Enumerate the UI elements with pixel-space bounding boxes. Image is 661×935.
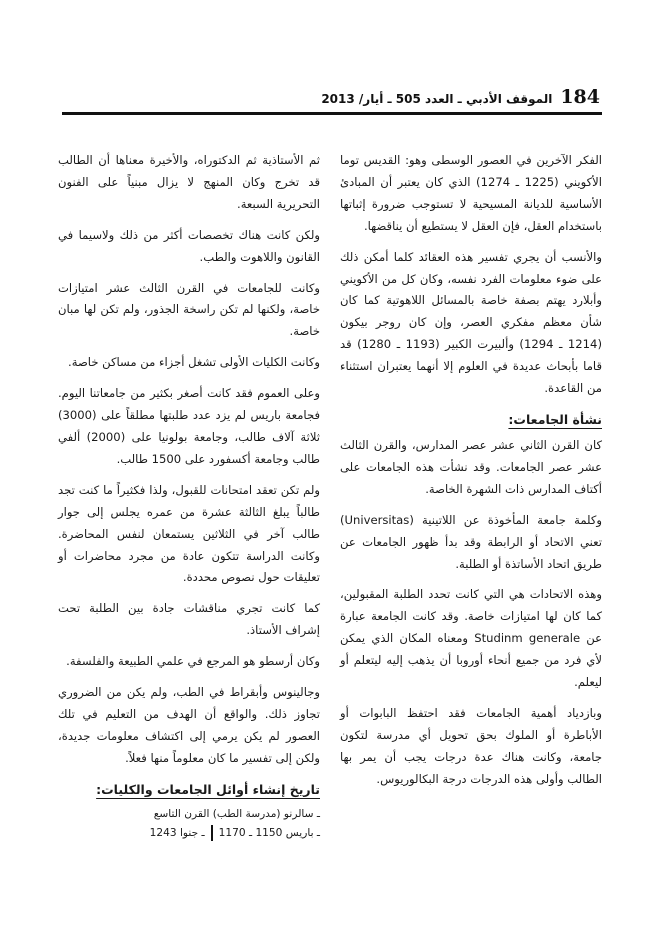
universities-list — [58, 805, 320, 843]
list-item: ـ سالرنو (مدرسة الطب) القرن التاسع — [153, 807, 320, 820]
list-heading: تاريخ إنشاء أوائل الجامعات والكليات: — [96, 781, 320, 797]
paragraph: وهذه الاتحادات هي التي كانت تحدد الطلبة المقبولين، كما كان لها امتيازات خاصة. وقد كانت الجامعة عبارة عن Studinm generale ومعناه المكان الذي يمكن لأي فرد من جميع أنحاء أوروبا أن يذهب إليه ليتعلم أو ليعلم. — [340, 587, 603, 690]
paragraph: وعلى العموم فقد كانت أصغر بكثير من جامعاتنا اليوم. فجامعة باريس لم يزد عدد طلبتها مطلقاً على (3000) ثلاثة آلاف طالب، وجامعة بولونيا على (2000) ألفي طالب وجامعة أكسفورد على 1500 طالب. — [58, 386, 320, 466]
paragraph: الفكر الآخرين في العصور الوسطى وهو: القديس توما الأكويني (1225 ـ 1274) الذي كان يعتبر أن المبادئ الأساسية للديانة المسيحية لا تستوجب ضرورة إثباتها باستخدام العقل، فإن العقل لا يستطيع أن يناقضها. — [340, 153, 602, 233]
paragraph: وجالينوس وأبقراط في الطب، ولم يكن من الضروري تجاوز ذلك. والواقع أن الهدف من التعليم في تلك العصور لم يكن يرمي إلى اكتشاف معلومات جديدة، ولكن إلى تفسير ما كان معلوماً منها فعلاً. — [58, 685, 320, 765]
paragraph: وكانت للجامعات في القرن الثالث عشر امتيازات خاصة، ولكنها لم تكن راسخة الجذور، ولم تكن لها مبان خاصة. — [58, 280, 320, 339]
right-column — [340, 150, 602, 800]
page-number: 184 — [560, 86, 600, 108]
paragraph: كان القرن الثاني عشر عصر المدارس، والقرن الثالث عشر عصر الجامعات. وقد نشأت هذه الجامعات على أكتاف المدارس ذات الشهرة الخاصة. — [340, 437, 602, 496]
paragraph: ولم تكن تعقد امتحانات للقبول، ولذا فكثيراً ما كنت تجد طالباً يبلغ الثالثة عشرة من عمره يجلس إلى جوار طالب آخر في الثلاثين يستمعان لنفس المحاضرة. وكانت الدراسة تتكون عادة من مجرد محاضرات أو تعليقات حول نصوص محددة. — [58, 482, 320, 585]
paragraph: وكانت الكليات الأولى تشغل أجزاء من مساكن خاصة. — [68, 355, 320, 370]
paragraph: وكلمة جامعة المأخوذة عن اللاتينية (Universitas) تعني الاتحاد أو الرابطة وقد بدأ ظهور الجامعات عن طريق اتحاد الأساتذة أو الطلبة. — [340, 512, 602, 571]
running-title: الموقف الأدبي ـ العدد 505 ـ أيار/ 2013 — [321, 92, 553, 106]
paragraph: ثم الأستاذية ثم الدكتوراه، والأخيرة معناها أن الطالب قد تخرج وكان المنهج لا يزال مبنياً على الفنون التحريرية السبعة. — [58, 153, 320, 211]
paragraph: ولكن كانت هناك تخصصات أكثر من ذلك ولاسيما في القانون واللاهوت والطب. — [58, 227, 320, 264]
page-header — [321, 86, 600, 108]
section-heading: نشأة الجامعات: — [508, 411, 602, 427]
paragraph: وكان أرسطو هو المرجع في علمي الطبيعة والفلسفة. — [66, 654, 320, 669]
divider — [211, 825, 213, 841]
left-column — [58, 150, 320, 843]
list-item: ـ باريس 1150 ـ 1170 — [218, 826, 320, 839]
list-item-pair — [58, 824, 320, 843]
paragraph: والأنسب أن يجري تفسير هذه العقائد كلما أمكن ذلك على ضوء معلومات الفرد نفسه، وكان كل من الأكويني وأبلارد يهتم بصفة خاصة بالمسائل اللاهوتية كما كان شأن معظم مفكري العصر، وإن كان روجر بيكون (1214 ـ 1294) وألبيرت الكبير (1193 ـ 1280) قد قاما بأبحاث عديدة في العلوم إلا أنهما يعتبران استثناء من القاعدة. — [340, 249, 602, 396]
list-item: ـ جنوا 1243 — [149, 826, 205, 839]
paragraph: كما كانت تجري مناقشات جادة بين الطلبة تحت إشراف الأستاذ. — [58, 601, 320, 638]
header-rule — [62, 112, 602, 115]
paragraph: وبازدياد أهمية الجامعات فقد احتفظ البابوات أو الأباطرة أو الملوك بحق تحويل أي مدرسة لتكون جامعة، وكانت هناك عدة درجات يجب أن يمر بها الطالب وأولى هذه الدرجات درجة البكالوريوس. — [340, 705, 602, 786]
